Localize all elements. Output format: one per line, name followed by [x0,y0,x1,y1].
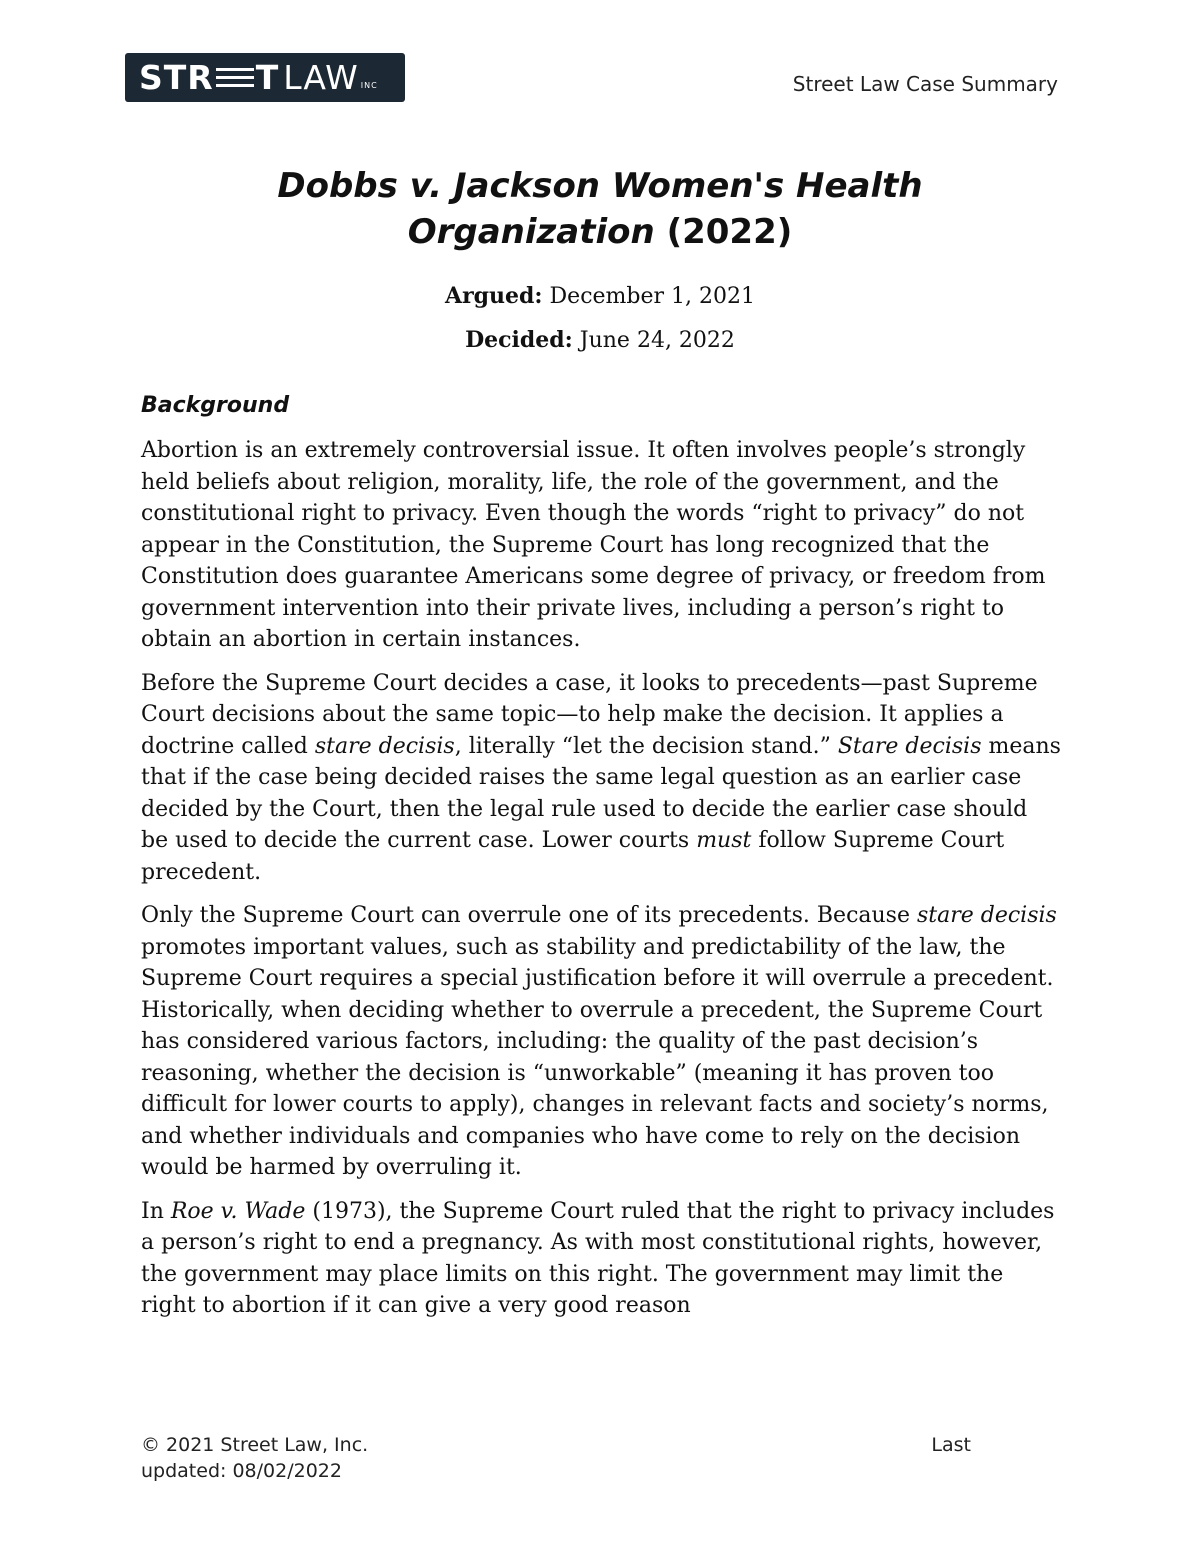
logo-text-inc: INC [360,81,378,90]
p4-text-a: In [141,1198,171,1224]
argued-date [0,283,1200,309]
argued-label: Argued: [445,283,543,309]
argued-value: December 1, 2021 [542,284,755,309]
paragraph-4 [141,1196,1061,1322]
p3-text-a: Only the Supreme Court can overrule one of its precedents. Because [141,903,917,928]
footer-updated: updated: 08/02/2022 [141,1460,342,1482]
page-title [250,163,950,255]
p2-text-b: , literally “let the decision stand.” [454,733,838,759]
decided-label: Decided: [465,327,573,353]
p2-italic-2: Stare decisis [837,733,982,759]
paragraph-2 [141,668,1061,889]
page-footer [141,1432,971,1484]
case-year: (2022) [666,212,793,252]
p2-text-d: follow Supreme Court precedent. [141,828,1005,885]
p3-text-b: promotes important values, such as stability and predictability of the law, the Supreme Court requires a special justification before it will overrule a precedent. Historically, when deciding whether to overrule a precedent, the Supreme Court has considered various factors, including: the quality of the past decision’s reasoning, whether the decision is “unworkable” (meaning it has proven too difficult for lower courts to apply), changes in relevant facts and society’s norms, and whether individuals and companies who have come to rely on the decision would be harmed by overruling it. [141,934,1054,1180]
footer-last: Last [931,1434,971,1456]
logo-text-t: T [255,58,280,97]
p2-text-a: Before the Supreme Court decides a case, it looks to precedents—past Supreme Court decisions about the same topic—to help make the decision. It applies a doctrine called [141,670,1038,759]
case-name: Dobbs v. Jackson Women's Health Organization [277,166,923,252]
p4-text-b: (1973), the Supreme Court ruled that the right to privacy includes a person’s right to end a pregnancy. As with most constitutional rights, however, the government may place limits on this right. The government may limit the right to abortion if it can give a very good reason [141,1198,1055,1318]
document-body [141,389,1061,1334]
p3-italic-1: stare decisis [916,903,1057,928]
p4-italic-1: Roe v. Wade [170,1198,306,1224]
document-type-label: Street Law Case Summary [792,72,1058,96]
paragraph-3 [141,900,1061,1184]
paragraph-1: Abortion is an extremely controversial issue. It often involves people’s strongly held beliefs about religion, morality, life, the role of the government, and the constitutional right to privacy. Even though the words “right to privacy” do not appear in the Constitution, the Supreme Court has long recognized that the Constitution does guarantee Americans some degree of privacy, or freedom from government intervention into their private lives, including a person’s right to obtain an abortion in certain instances. [141,438,1046,652]
logo-text-str: STR [139,58,214,97]
p2-italic-1: stare decisis [314,733,455,759]
decided-value: June 24, 2022 [572,328,735,353]
logo-lines-icon [216,67,254,89]
decided-date [0,327,1200,353]
p2-italic-3: must [696,828,752,853]
street-law-logo [125,53,405,102]
footer-copyright: © 2021 Street Law, Inc. [141,1434,369,1456]
section-heading-background: Background [141,393,290,418]
logo-text-law: LAW [283,58,359,97]
p2-text-c: means that if the case being decided raises the same legal question as an earlier case decided by the Court, then the legal rule used to decide the earlier case should be used to decide the current case. Lower courts [141,733,1061,853]
